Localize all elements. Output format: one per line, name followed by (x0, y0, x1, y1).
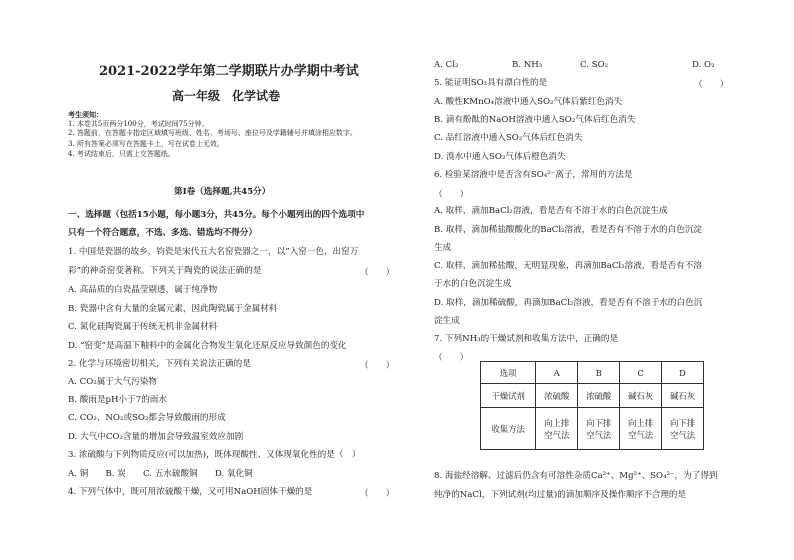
q5-stem: 5. 能证明SO₂具有漂白性的是 (434, 78, 548, 88)
section-intro: 一、选择题（包括15小题，每小题3分，共45分。每个小题列出的四个选项中 (68, 210, 365, 220)
table-header-cell: B (578, 362, 620, 384)
table-cell: 浓硫酸 (536, 384, 578, 408)
table-cell (620, 408, 662, 450)
q1-option: C. 氮化硅陶瓷属于传统无机非金属材料 (68, 322, 218, 332)
cell-line: 空气法 (628, 429, 654, 440)
q4-option: A. Cl₂ (434, 60, 459, 70)
table-cell: 碱石灰 (662, 384, 704, 408)
table-cell: 浓硫酸 (578, 384, 620, 408)
q4-option: C. SO₂ (580, 60, 609, 70)
table-header-cell: 选项 (481, 362, 536, 384)
q5-option: C. 品红溶液中通入SO₂气体后红色消失 (434, 133, 583, 143)
table-header-cell: C (620, 362, 662, 384)
section-heading: 第Ⅰ卷（选择题,共45分） (174, 187, 271, 197)
q2-stem: 2. 化学与环境密切相关，下列有关说法正确的是 (68, 359, 251, 369)
q2-option: D. 大气中CO₂含量的增加会导致温室效应加剧 (68, 432, 244, 442)
table-cell (662, 408, 704, 450)
q6-option: B. 取样，滴加稀盐酸酸化的BaCl₂溶液，看是否有不溶于水的白色沉淀 (434, 225, 703, 235)
notice-heading: 考生须知： (68, 110, 103, 119)
answer-paren: （ ） (360, 489, 395, 499)
table-header-cell: A (536, 362, 578, 384)
q6-option: A. 取样，滴加BaCl₂溶液，看是否有不溶于水的白色沉淀生成 (434, 206, 668, 216)
cell-line: 向下排 (669, 417, 696, 428)
answer-paren: （ ） (360, 361, 395, 371)
table-cell: 收集方法 (481, 408, 536, 450)
notice-item: 1. 本卷共5页两分100分，考试时间75分钟。 (68, 120, 209, 128)
q6-option-cont: 淀生成 (434, 316, 460, 326)
q6-option: D. 取样，滴加稀硫酸，再滴加BaCl₂溶液，看是否有不溶于水的白色沉 (434, 298, 703, 308)
exam-title: 2021-2022学年第二学期联片办学期中考试 (99, 64, 359, 79)
q4-stem: 4. 下列气体中，既可用浓硫酸干燥，又可用NaOH固体干燥的是 (68, 487, 313, 497)
q6-option-cont: 生成 (434, 243, 452, 253)
cell-line: 空气法 (544, 429, 570, 440)
cell-line: 空气法 (669, 429, 696, 440)
table-cell (578, 408, 620, 450)
q8-stem: 纯净的NaCl，下列试剂(均过量)的滴加顺序及操作顺序不合理的是 (434, 490, 687, 500)
q5-option: D. 溴水中通入SO₂气体后橙色消失 (434, 152, 566, 162)
q8-stem: 8. 海盐经溶解、过滤后仍含有可溶性杂质Ca²⁺、Mg²⁺、SO₄²⁻，为了得到 (434, 471, 718, 481)
q2-option: A. CO₂属于大气污染物 (68, 377, 157, 387)
answer-paren: （ ） (434, 353, 469, 363)
q2-option: C. CO₂、NO₂或SO₂都会导致酸雨的形成 (68, 413, 226, 423)
answer-paren: （ ） (434, 190, 469, 200)
q2-option: B. 酸雨是pH小于7的雨水 (68, 395, 167, 405)
exam-subtitle: 高一年级 化学试卷 (172, 89, 281, 103)
q5-option: A. 酸性KMnO₄溶液中通入SO₂气体后紫红色消失 (434, 97, 623, 107)
q6-option-cont: 于水的白色沉淀生成 (434, 279, 512, 289)
q4-option: B. NH₃ (512, 60, 543, 70)
table-cell (536, 408, 578, 450)
q7-stem: 7. 下列NH₃的干燥试剂和收集方法中，正确的是 (434, 334, 619, 344)
q1-stem: 1. 中国是瓷器的故乡，钧瓷是宋代五大名窑瓷器之一，以“入窑一色，出窑万 (68, 247, 359, 257)
cell-line: 空气法 (586, 429, 612, 440)
q5-option: B. 滴有酚酞的NaOH溶液中通入SO₂气体后红色消失 (434, 115, 636, 125)
table-cell: 碱石灰 (620, 384, 662, 408)
q1-option: D. “窑变”是高温下釉料中的金属化合物发生氧化还原反应导致颜色的变化 (68, 341, 347, 351)
q3-stem: 3. 浓硫酸与下列物质反应(可以加热)，既体现酸性、又体现氧化性的是（ ） (68, 450, 361, 460)
notice-item: 4. 考试结束后，只需上交答题纸。 (68, 150, 175, 158)
section-intro: 只有一个符合题意，不选、多选、错选均不得分） (68, 228, 258, 238)
q1-option: B. 瓷器中含有大量的金属元素，因此陶瓷属于金属材料 (68, 304, 278, 314)
cell-line: 向上排 (544, 417, 570, 428)
q6-option: C. 取样，滴加稀盐酸，无明显现象，再滴加BaCl₂溶液，看是否有不溶 (434, 261, 702, 271)
answer-paren: （ ） (694, 80, 729, 90)
table-cell: 干燥试剂 (481, 384, 536, 408)
q4-option: D. O₂ (692, 60, 715, 70)
q3-options: A. 铜 B. 炭 C. 五水硫酸铜 D. 氧化铜 (68, 469, 253, 479)
q6-stem: 6. 检验某溶液中是否含有SO₄²⁻离子，常用的方法是 (434, 170, 633, 180)
notice-item: 2. 答题前，在答题卡指定区域填写班级、姓名、考场号、座位号及学籍辅号并填涂相应数字。 (68, 129, 357, 137)
cell-line: 向上排 (628, 417, 654, 428)
q7-options-table (480, 361, 704, 450)
cell-line: 向下排 (586, 417, 612, 428)
q1-stem: 彩”的神奇窑变著称。下列关于陶瓷的说法正确的是 (68, 266, 262, 276)
answer-paren: （ ） (360, 268, 395, 278)
table-header-cell: D (662, 362, 704, 384)
q1-option: A. 高品质的白瓷晶莹剔透，属于纯净物 (68, 285, 218, 295)
notice-item: 3. 所有答案必须写在答题卡上，写在试卷上无效。 (68, 140, 224, 148)
